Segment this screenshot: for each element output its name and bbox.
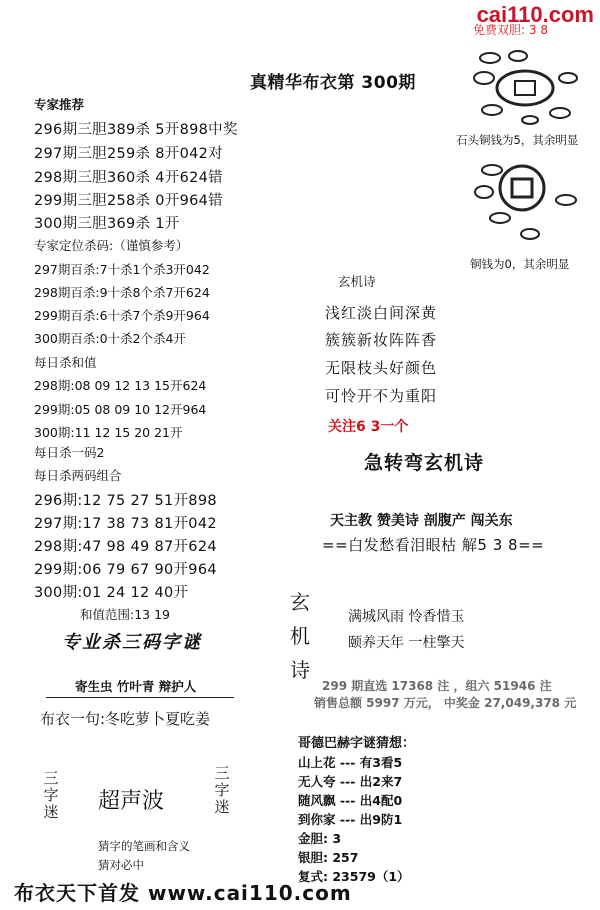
poem-heading: 玄机诗 [338, 274, 376, 289]
goldbach-row: 无人夸 --- 出2来7 [298, 774, 403, 789]
goldbach-row: 到你家 --- 出9防1 [298, 812, 403, 827]
riddle-hint: 寄生虫 竹叶青 辩护人 [75, 679, 197, 694]
expert-row: 296期三胆389杀 5开898中奖 [34, 122, 238, 138]
expert-heading: 专家推荐 [34, 97, 85, 112]
poem-line: 浅红淡白间深黄 [325, 304, 438, 322]
poem2-line: 颐养天年 一柱擎天 [348, 635, 465, 651]
daily-two-row: 297期:17 38 73 81开042 [34, 516, 217, 532]
riddle-note: 猜对必中 [98, 858, 144, 872]
position-kill-row: 297期百杀:7十杀1个杀3开042 [34, 262, 210, 277]
three-char-riddle-label-right: 三 字 迷 [214, 764, 230, 816]
daily-two-row: 298期:47 98 49 87开624 [34, 539, 217, 555]
daily-sum-heading: 每日杀和值 [34, 355, 97, 370]
position-kill-row: 300期百杀:0十杀2个杀4开 [34, 331, 186, 346]
goldbach-heading: 哥德巴赫字谜猜想： [298, 736, 416, 751]
copper-coin-illustration [470, 160, 580, 245]
goldbach-row: 金胆: 3 [298, 831, 342, 846]
daily-two-heading: 每日杀两码组合 [34, 468, 122, 483]
poem2-vertical-label: 玄 机 诗 [290, 590, 310, 682]
sum-range: 和值范围:13 19 [80, 607, 170, 622]
daily-one-heading: 每日杀一码2 [34, 445, 105, 460]
goldbach-row: 山上花 --- 有3看5 [298, 755, 403, 770]
daily-sum-row: 298期:08 09 12 13 15开624 [34, 378, 207, 393]
daily-sum-row: 299期:05 08 09 10 12开964 [34, 402, 207, 417]
goldbach-row: 复式: 23579（1） [298, 869, 410, 884]
goldbach-row: 随风飘 --- 出4配0 [298, 793, 403, 808]
turn-poem-line: 天主教 赞美诗 剖腹产 闯关东 [330, 513, 513, 529]
riddle-answer: 超声波 [98, 789, 165, 814]
expert-row: 298期三胆360杀 4开624错 [34, 170, 223, 186]
poem-line: 簇簇新妆阵阵香 [325, 331, 438, 349]
expert-row: 300期三胆369杀 1开 [34, 216, 180, 232]
site-logo-text: cai110.com [476, 2, 594, 27]
position-kill-row: 299期百杀:6十杀7个杀9开964 [34, 308, 210, 323]
divider [46, 697, 234, 698]
daily-two-row: 300期:01 24 12 40开 [34, 585, 189, 601]
daily-two-row: 299期:06 79 67 90开964 [34, 562, 217, 578]
focus-note: 关注6 3一个 [328, 419, 409, 435]
coin-caption: 铜钱为0，其余明显 [470, 257, 570, 271]
stone-coin-illustration [470, 48, 580, 128]
turn-poem-line: ==白发愁看泪眼枯 解5 3 8== [322, 536, 545, 554]
poem-line: 可怜开不为重阳 [325, 387, 438, 405]
daily-two-row: 296期:12 75 27 51开898 [34, 493, 217, 509]
page-title: 真精华布衣第 300期 [250, 73, 416, 93]
poem2-line: 满城风雨 怜香惜玉 [348, 609, 465, 625]
buyi-saying: 布衣一句:冬吃萝卜夏吃姜 [40, 710, 211, 728]
expert-row: 299期三胆258杀 0开964错 [34, 193, 223, 209]
turn-poem-title: 急转弯玄机诗 [364, 452, 485, 474]
position-kill-heading: 专家定位杀码:（谨慎参考） [34, 238, 189, 253]
poem-line: 无限枝头好颜色 [325, 359, 438, 377]
three-char-riddle-label-left: 三 字 迷 [43, 769, 59, 821]
expert-row: 297期三胆259杀 8开042对 [34, 146, 223, 162]
coin-caption: 石头铜钱为5，其余明显 [456, 133, 579, 147]
position-kill-row: 298期百杀:9十杀8个杀7开624 [34, 285, 210, 300]
riddle-title: 专业杀三码字谜 [62, 632, 202, 653]
goldbach-row: 银胆: 257 [298, 850, 359, 865]
footer-banner: 布衣天下首发 www.cai110.com [14, 881, 352, 905]
riddle-note: 猜字的笔画和含义 [98, 839, 190, 853]
sales-line: 299 期直选 17368 注 ，组六 51946 注 [322, 679, 552, 693]
daily-sum-row: 300期:11 12 15 20 21开 [34, 425, 183, 440]
free-double-dan-label: 免费双胆: 3 8 [473, 23, 548, 37]
sales-line: 销售总额 5997 万元， 中奖金 27,049,378 元 [314, 696, 577, 710]
